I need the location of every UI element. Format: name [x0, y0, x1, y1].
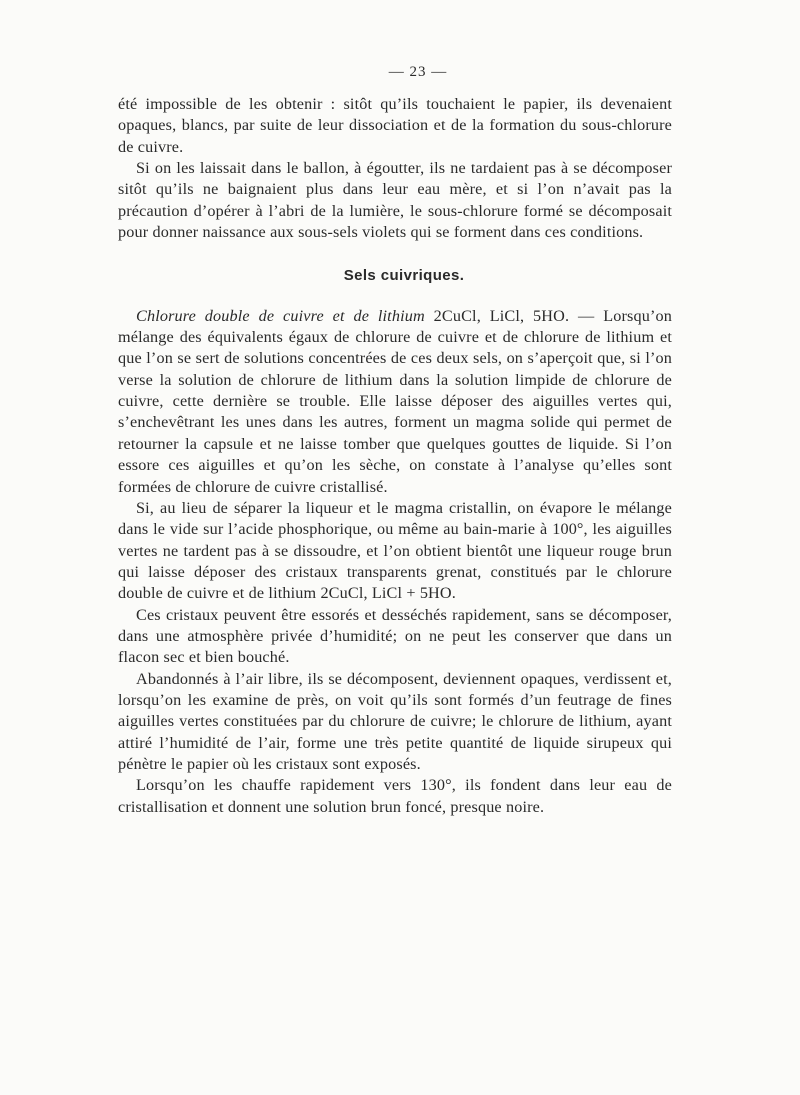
paragraph-7: Lorsqu’on les chauffe rapidement vers 130°, ils fondent dans leur eau de cristallisation et donnent une solution brun foncé, presque noire.	[118, 776, 672, 816]
paragraph-4: Si, au lieu de séparer la liqueur et le magma cristallin, on évapore le mélange dans le vide sur l’acide phosphorique, ou même au bain-marie à 100°, les aiguilles vertes ne tardent pas à se dissoudre, et l’on obtient bientôt une liqueur rouge brun qui laisse déposer des cristaux transparents grenat, constitués par le chlorure double de cuivre et de lithium 2CuCl, LiCl + 5HO.	[118, 498, 672, 603]
paragraph-1: été impossible de les obtenir : sitôt qu’ils touchaient le papier, ils devenaient opaques, blancs, par suite de leur dissociation et de la formation du sous-chlorure de cuivre.	[118, 95, 672, 156]
page-number: — 23 —	[388, 64, 448, 80]
paragraph-6: Abandonnés à l’air libre, ils se décomposent, deviennent opaques, verdissent et, lorsqu’on les examine de près, on voit qu’ils sont formés d’un feutrage de fines aiguilles vertes constituées par du chlorure de cuivre; le chlorure de lithium, ayant attiré l’humidité de l’air, forme une très petite quantité de liquide sirupeux qui pénètre le papier où les cristaux sont exposés.	[118, 669, 672, 773]
paragraph-5: Ces cristaux peuvent être essorés et desséchés rapidement, sans se décomposer, dans une atmosphère privée d’humidité; on ne peut les conserver que dans un flacon sec et bien bouché.	[118, 605, 672, 667]
paragraph-2: Si on les laissait dans le ballon, à égoutter, ils ne tardaient pas à se décomposer sitôt qu’ils ne baignaient plus dans leur eau mère, et si l’on n’avait pas la précaution d’opérer à l’abri de la lumière, le sous-chlorure formé se décomposait pour donner naissance aux sous-sels violets qui se forment dans ces conditions.	[118, 159, 672, 242]
body-text	[118, 94, 672, 818]
paragraph-3-text: 2CuCl, LiCl, 5HO. — Lorsqu’on mélange des équivalents égaux de chlorure de cuivre et de chlorure de lithium et que l’on se sert de solutions concentrées de ces deux sels, on s’aperçoit que, si l’on verse la solution de chlorure de lithium dans la solution limpide de chlorure de cuivre, cette dernière se trouble. Elle laisse déposer des aiguilles vertes qui, s’enchevêtrant les unes dans les autres, forment un magma solide qui permet de retourner la capsule et ne laisse tomber que quelques gouttes de liquide. Si l’on essore ces aiguilles et qu’on les sèche, on constate à l’analyse qu’elles sont formées de chlorure de cuivre cristallisé.	[118, 306, 672, 496]
compound-title: Chlorure double de cuivre et de lithium	[136, 306, 425, 325]
section-heading: Sels cuivriques.	[343, 267, 465, 285]
paragraph-3	[118, 306, 672, 498]
